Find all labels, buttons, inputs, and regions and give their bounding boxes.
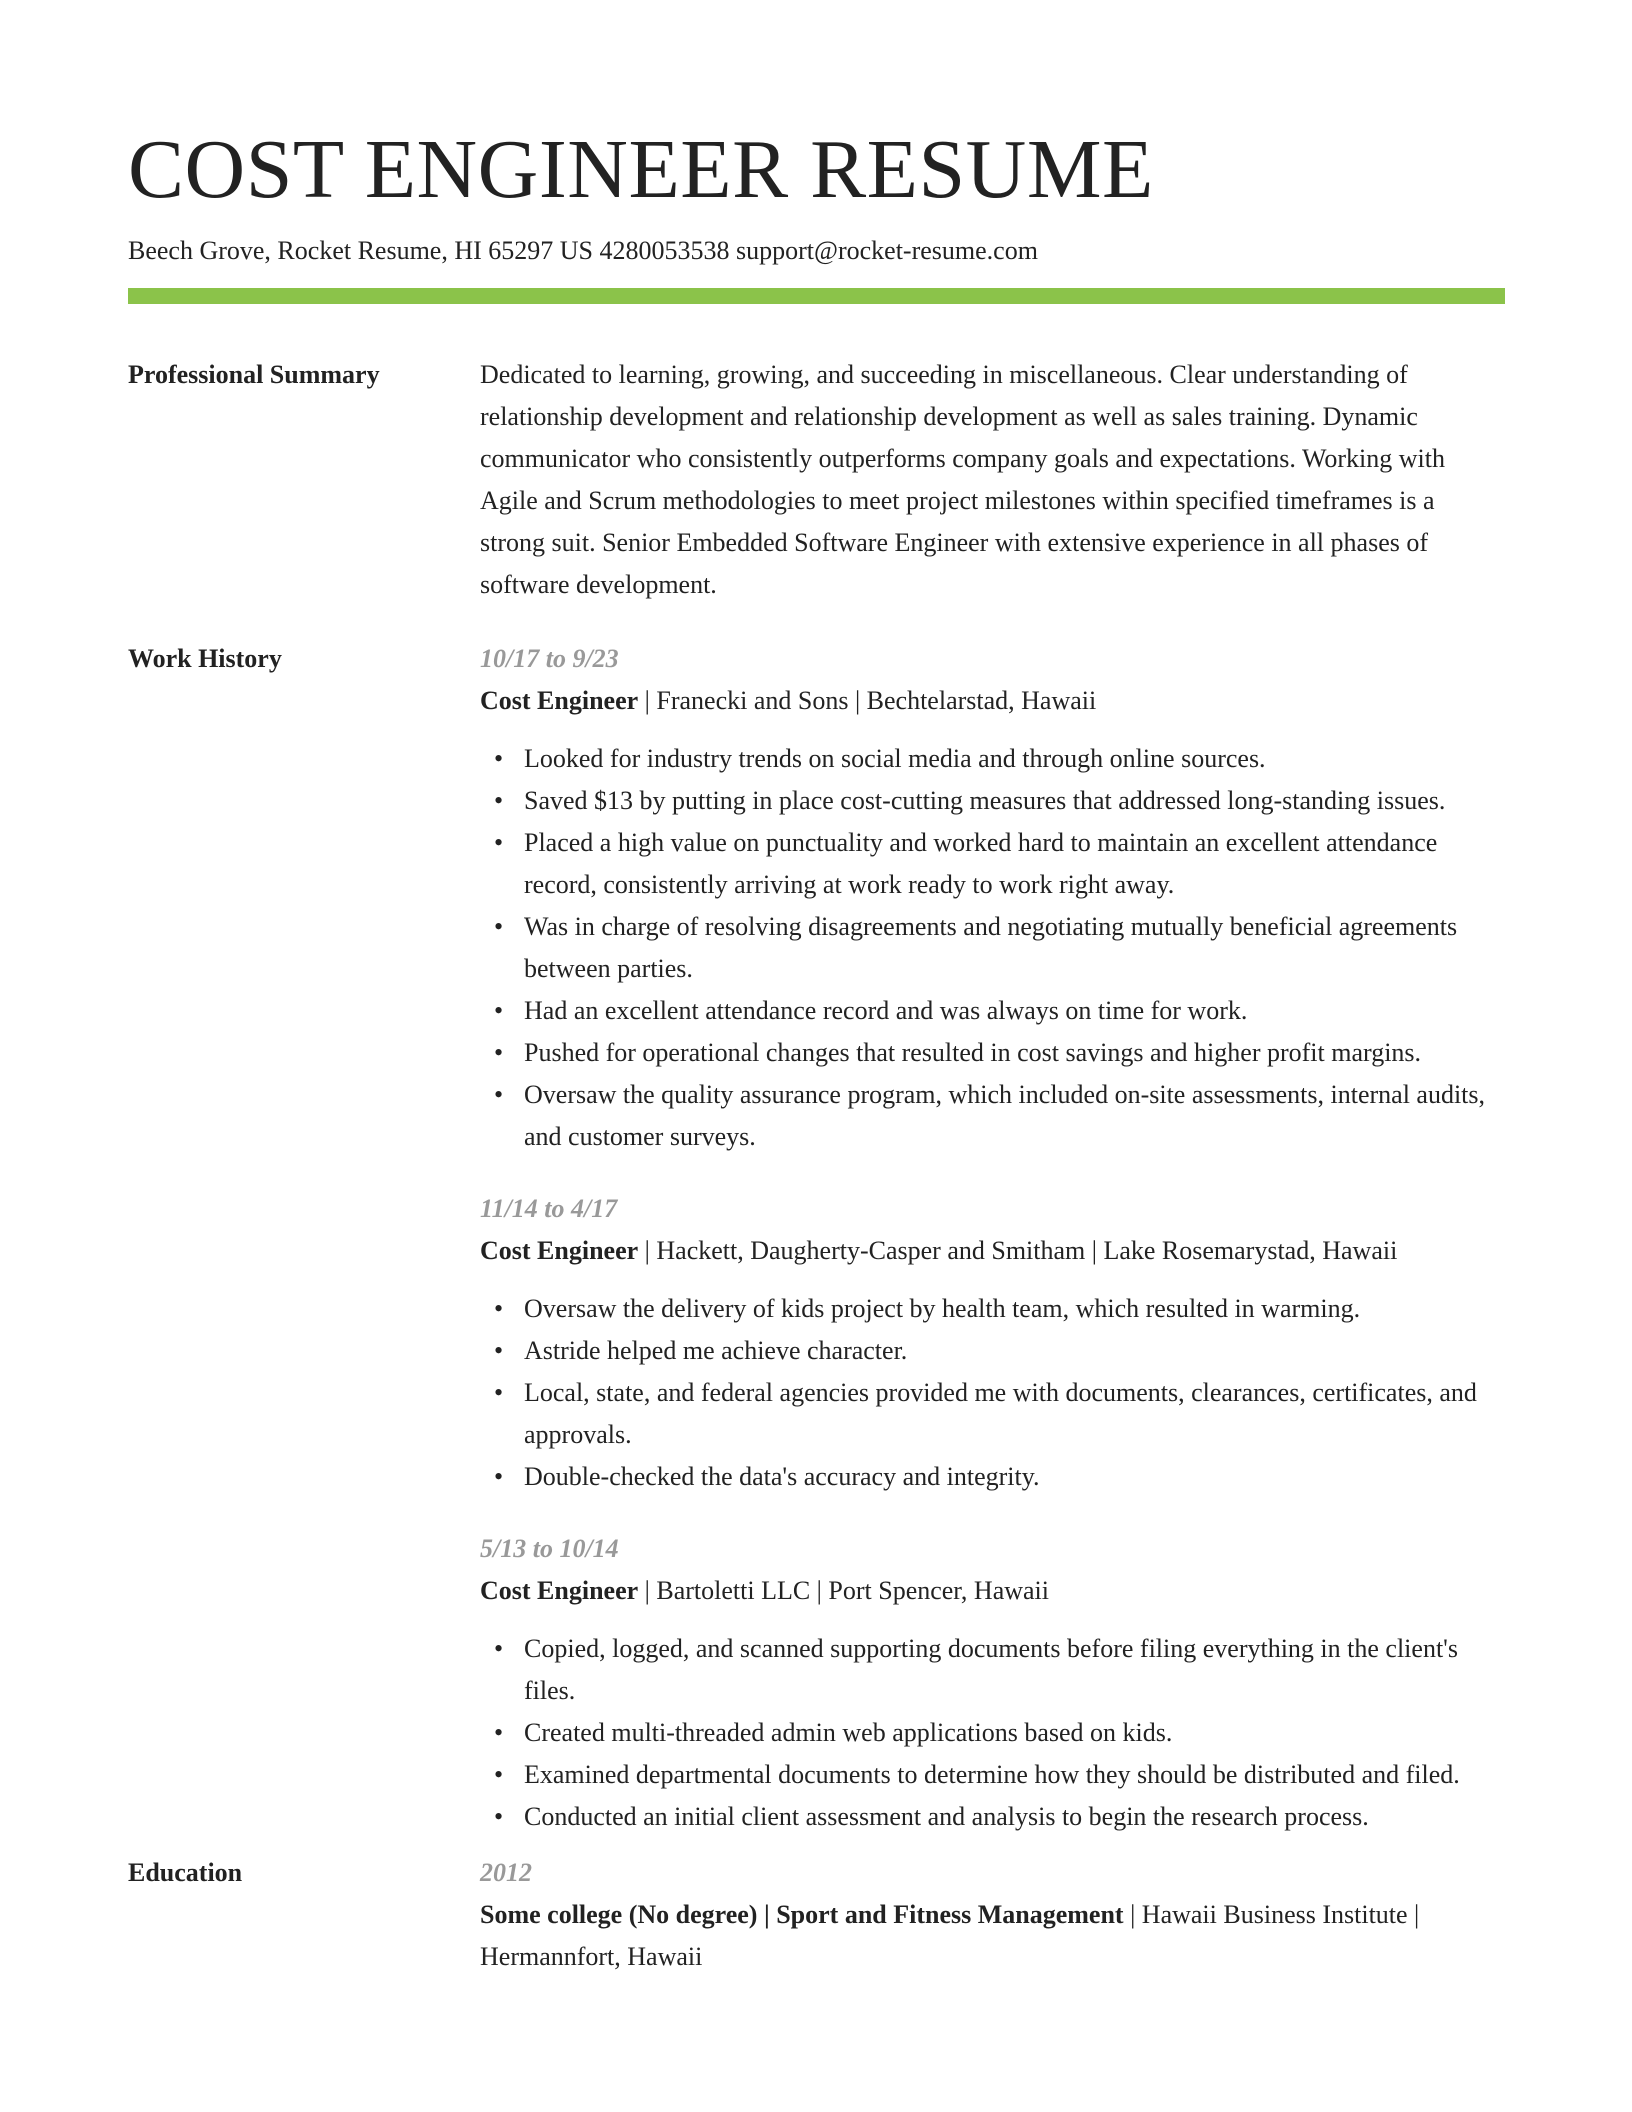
list-item-text: Copied, logged, and scanned supporting documents before filing everything in the client's files. <box>524 1634 1458 1705</box>
job-employer-location: | Hackett, Daugherty-Casper and Smitham | Lake Rosemarystad, Hawaii <box>638 1236 1398 1265</box>
section-label-education: Education <box>128 1858 243 1887</box>
section-label-work-history: Work History <box>128 644 282 673</box>
list-item-text: Conducted an initial client assessment and analysis to begin the research process. <box>524 1802 1369 1831</box>
list-item <box>494 1456 1505 1498</box>
job-bullet-list <box>480 1628 1505 1838</box>
page-title: COST ENGINEER RESUME <box>128 123 1154 216</box>
list-item-text: Created multi-threaded admin web applications based on kids. <box>524 1718 1173 1747</box>
list-item-text: Pushed for operational changes that resulted in cost savings and higher profit margins. <box>524 1038 1422 1067</box>
bullet-icon: • <box>494 1718 504 1747</box>
job-heading <box>480 680 1505 722</box>
list-item <box>494 1330 1505 1372</box>
job-dates: 5/13 to 10/14 <box>480 1534 619 1563</box>
education-body <box>480 1852 1505 1978</box>
resume-page <box>128 0 1505 1978</box>
bullet-icon: • <box>494 786 504 815</box>
bullet-icon: • <box>494 828 504 857</box>
education-degree: Some college (No degree) | Sport and Fitness Management <box>480 1900 1124 1929</box>
list-item-text: Was in charge of resolving disagreements and negotiating mutually beneficial agreements between parties. <box>524 912 1458 983</box>
job-bullet-list <box>480 1288 1505 1498</box>
education-section <box>128 1852 1505 1978</box>
list-item-text: Astride helped me achieve character. <box>524 1336 908 1365</box>
list-item <box>494 990 1505 1032</box>
bullet-icon: • <box>494 1038 504 1067</box>
job-heading <box>480 1570 1505 1612</box>
list-item-text: Looked for industry trends on social media and through online sources. <box>524 744 1266 773</box>
job-title: Cost Engineer <box>480 686 639 715</box>
header-divider <box>128 288 1505 304</box>
job-employer-location: | Bartoletti LLC | Port Spencer, Hawaii <box>638 1576 1050 1605</box>
job-entry <box>480 1528 1505 1838</box>
list-item-text: Saved $13 by putting in place cost-cutting measures that addressed long-standing issues. <box>524 786 1446 815</box>
list-item-text: Placed a high value on punctuality and worked hard to maintain an excellent attendance record, consistently arriving at work ready to work right away. <box>524 828 1438 899</box>
bullet-icon: • <box>494 1378 504 1407</box>
bullet-icon: • <box>494 1634 504 1663</box>
job-title: Cost Engineer <box>480 1576 639 1605</box>
list-item-text: Examined departmental documents to determine how they should be distributed and filed. <box>524 1760 1460 1789</box>
list-item <box>494 1754 1505 1796</box>
list-item <box>494 1074 1505 1158</box>
job-heading <box>480 1230 1505 1272</box>
list-item-text: Oversaw the quality assurance program, which included on-site assessments, internal audits, and customer surveys. <box>524 1080 1486 1151</box>
list-item <box>494 1628 1505 1712</box>
job-dates: 11/14 to 4/17 <box>480 1194 618 1223</box>
section-label-summary: Professional Summary <box>128 360 380 389</box>
bullet-icon: • <box>494 996 504 1025</box>
job-entry <box>480 1188 1505 1498</box>
job-entry <box>480 638 1505 1158</box>
list-item-text: Double-checked the data's accuracy and integrity. <box>524 1462 1040 1491</box>
work-history-body <box>480 638 1505 1838</box>
work-history-section <box>128 638 1505 1838</box>
bullet-icon: • <box>494 1080 504 1109</box>
list-item <box>494 822 1505 906</box>
bullet-icon: • <box>494 912 504 941</box>
list-item <box>494 1712 1505 1754</box>
list-item-text: Had an excellent attendance record and was always on time for work. <box>524 996 1248 1025</box>
list-item <box>494 1288 1505 1330</box>
job-dates: 10/17 to 9/23 <box>480 644 619 673</box>
education-year: 2012 <box>480 1858 532 1887</box>
job-bullet-list <box>480 738 1505 1158</box>
list-item <box>494 738 1505 780</box>
list-item <box>494 1032 1505 1074</box>
bullet-icon: • <box>494 744 504 773</box>
list-item-text: Local, state, and federal agencies provided me with documents, clearances, certificates, and approvals. <box>524 1378 1477 1449</box>
bullet-icon: • <box>494 1760 504 1789</box>
contact-line: Beech Grove, Rocket Resume, HI 65297 US 4280053538 support@rocket-resume.com <box>128 236 1038 265</box>
bullet-icon: • <box>494 1802 504 1831</box>
list-item <box>494 906 1505 990</box>
education-school-location: | Hawaii Business Institute | Hermannfort, Hawaii <box>480 1900 1420 1971</box>
bullet-icon: • <box>494 1294 504 1323</box>
job-title: Cost Engineer <box>480 1236 639 1265</box>
education-heading <box>480 1894 1505 1978</box>
job-employer-location: | Franecki and Sons | Bechtelarstad, Hawaii <box>638 686 1097 715</box>
bullet-icon: • <box>494 1336 504 1365</box>
list-item-text: Oversaw the delivery of kids project by health team, which resulted in warming. <box>524 1294 1361 1323</box>
summary-text: Dedicated to learning, growing, and succeeding in miscellaneous. Clear understanding of relationship development and relationship development as well as sales training. Dynamic communicator who consistently outperforms company goals and expectations. Working with Agile and Scrum methodologies to meet project milestones within specified timeframes is a strong suit. Senior Embedded Software Engineer with extensive experience in all phases of software development. <box>480 360 1446 599</box>
summary-section <box>128 354 1505 606</box>
list-item <box>494 1372 1505 1456</box>
bullet-icon: • <box>494 1462 504 1491</box>
list-item <box>494 780 1505 822</box>
list-item <box>494 1796 1505 1838</box>
